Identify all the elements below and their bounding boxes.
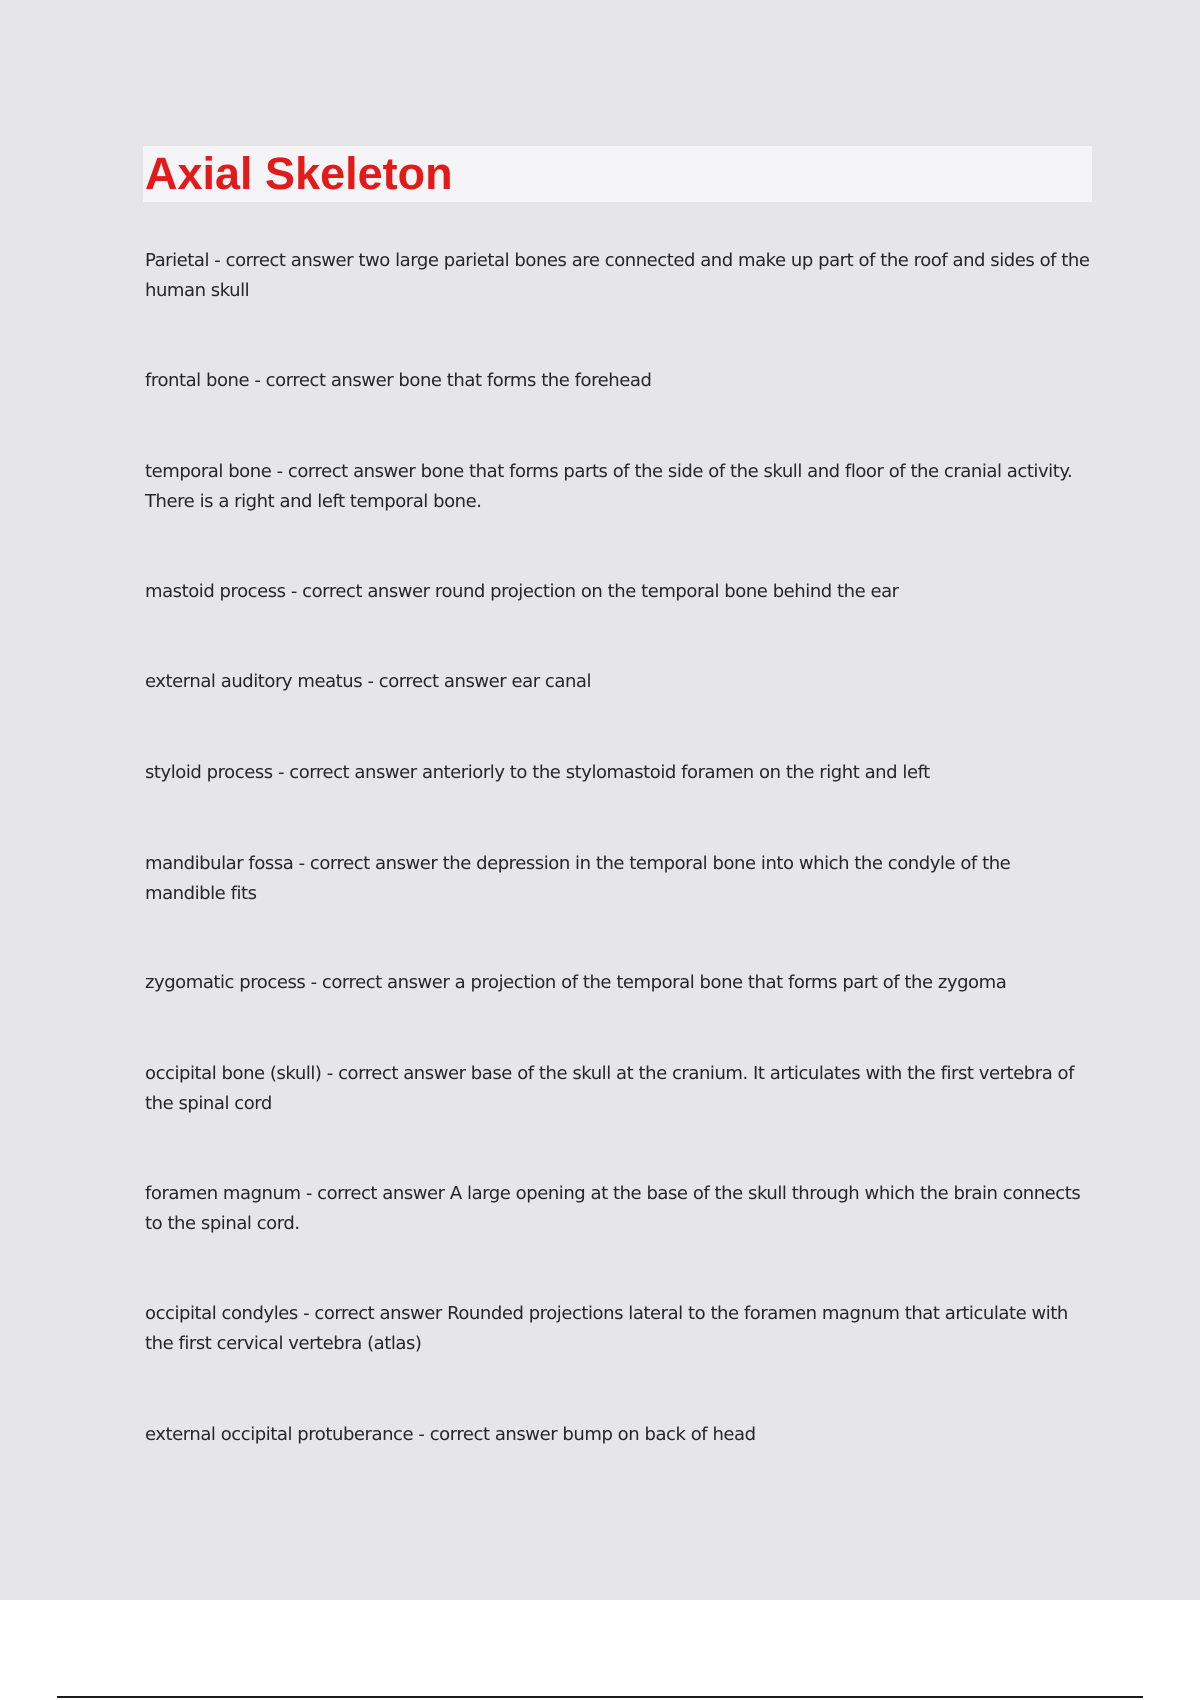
flashcard-entry: mandibular fossa - correct answer the depression in the temporal bone into which the condyle of the mandible fits <box>145 853 1011 904</box>
flashcard-entry: styloid process - correct answer anteriorly to the stylomastoid foramen on the right and left <box>145 762 930 783</box>
flashcard-entry: occipital condyles - correct answer Rounded projections lateral to the foramen magnum that articulate with the first cervical vertebra (atlas) <box>145 1303 1068 1354</box>
flashcard-entry: mastoid process - correct answer round projection on the temporal bone behind the ear <box>145 581 899 602</box>
flashcard-entry: external occipital protuberance - correct answer bump on back of head <box>145 1424 756 1445</box>
flashcard-entry: temporal bone - correct answer bone that forms parts of the side of the skull and floor of the cranial activity. There is a right and left temporal bone. <box>145 461 1073 512</box>
flashcard-entry: foramen magnum - correct answer A large opening at the base of the skull through which the brain connects to the spinal cord. <box>145 1183 1081 1234</box>
footer-divider <box>57 1696 1143 1698</box>
flashcard-entry: occipital bone (skull) - correct answer base of the skull at the cranium. It articulates with the first vertebra of the spinal cord <box>145 1063 1074 1114</box>
document-title: Axial Skeleton <box>145 148 453 199</box>
flashcard-entry: zygomatic process - correct answer a projection of the temporal bone that forms part of the zygoma <box>145 972 1007 993</box>
flashcard-entry: frontal bone - correct answer bone that forms the forehead <box>145 370 652 391</box>
flashcard-entry: Parietal - correct answer two large parietal bones are connected and make up part of the roof and sides of the human skull <box>145 250 1090 301</box>
flashcard-entry: external auditory meatus - correct answer ear canal <box>145 671 592 692</box>
